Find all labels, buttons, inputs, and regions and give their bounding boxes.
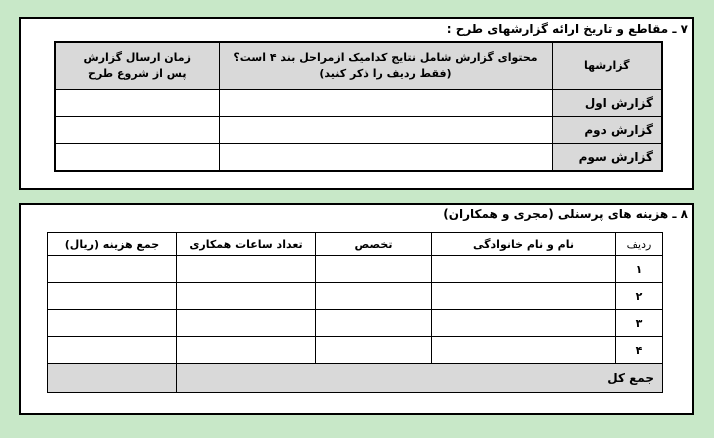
section-8-title: ۸ ـ هزینه های پرسنلی (مجری و همکاران) (443, 207, 688, 221)
cost-cell[interactable] (48, 283, 177, 310)
table-row (48, 283, 663, 310)
table-row (55, 117, 662, 144)
total-cost-cell[interactable] (48, 364, 177, 393)
row-label-report-3: گزارش سوم (552, 144, 662, 172)
cost-cell[interactable] (48, 256, 177, 283)
header-report-content-line2: (فقط ردیف را ذکر کنید) (319, 67, 452, 80)
name-cell[interactable] (432, 283, 616, 310)
header-submission-time-line2: پس از شروع طرح (88, 67, 187, 80)
hours-cell[interactable] (177, 283, 316, 310)
time-cell[interactable] (55, 90, 219, 117)
header-reports: گزارشها (552, 42, 662, 90)
row-number: ۳ (616, 310, 663, 337)
content-cell[interactable] (219, 90, 552, 117)
header-report-content (219, 42, 552, 90)
report-schedule-table (54, 41, 663, 172)
header-hours: تعداد ساعات همکاری (177, 233, 316, 256)
table-row (55, 144, 662, 172)
name-cell[interactable] (432, 337, 616, 364)
row-label-report-2: گزارش دوم (552, 117, 662, 144)
hours-cell[interactable] (177, 337, 316, 364)
specialty-cell[interactable] (316, 283, 432, 310)
time-cell[interactable] (55, 144, 219, 172)
name-cell[interactable] (432, 256, 616, 283)
table-row (48, 256, 663, 283)
total-row (48, 364, 663, 393)
row-number: ۱ (616, 256, 663, 283)
header-submission-time-line1: زمان ارسال گزارش (83, 51, 191, 64)
content-cell[interactable] (219, 117, 552, 144)
header-report-content-line1: محتوای گزارش شامل نتایج کدامیک ازمراحل بند ۴ است؟ (233, 51, 538, 64)
table-row (55, 90, 662, 117)
specialty-cell[interactable] (316, 337, 432, 364)
specialty-cell[interactable] (316, 256, 432, 283)
header-row-number: ردیف (616, 233, 663, 256)
hours-cell[interactable] (177, 256, 316, 283)
header-specialty: تخصص (316, 233, 432, 256)
header-cost: جمع هزینه (ریال) (48, 233, 177, 256)
row-label-report-1: گزارش اول (552, 90, 662, 117)
content-cell[interactable] (219, 144, 552, 172)
personnel-cost-table (47, 232, 663, 393)
name-cell[interactable] (432, 310, 616, 337)
total-label: جمع کل (177, 364, 663, 393)
row-number: ۴ (616, 337, 663, 364)
cost-cell[interactable] (48, 310, 177, 337)
table-row (48, 337, 663, 364)
cost-cell[interactable] (48, 337, 177, 364)
section-7-title: ۷ ـ مقاطع و تاریخ ارائه گزارشهای طرح : (446, 22, 688, 36)
row-number: ۲ (616, 283, 663, 310)
header-full-name: نام و نام خانوادگی (432, 233, 616, 256)
time-cell[interactable] (55, 117, 219, 144)
specialty-cell[interactable] (316, 310, 432, 337)
table-row (48, 310, 663, 337)
hours-cell[interactable] (177, 310, 316, 337)
header-submission-time (55, 42, 219, 90)
